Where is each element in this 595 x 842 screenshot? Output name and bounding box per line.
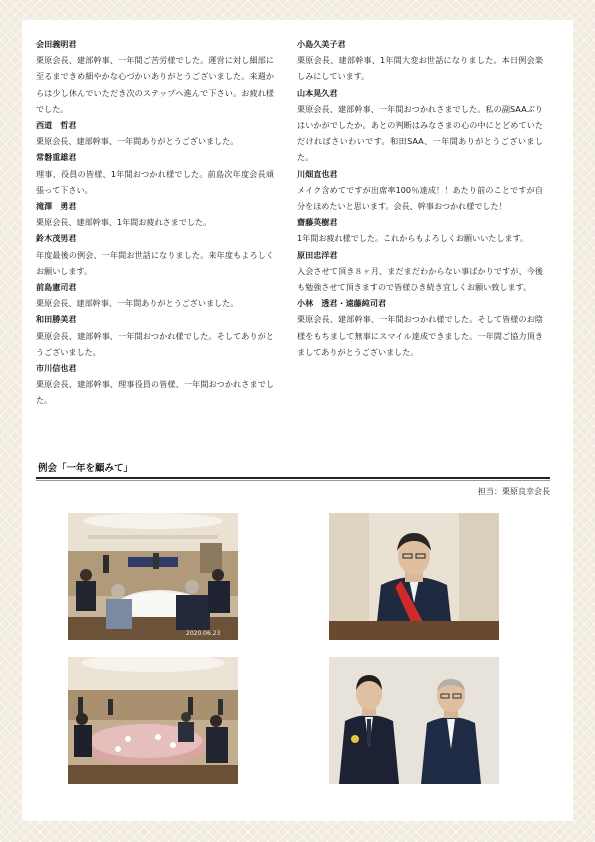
photo-speaker-podium bbox=[329, 513, 499, 640]
member-name: 小島久美子君 bbox=[297, 39, 346, 49]
smile-entry bbox=[297, 166, 543, 215]
smile-entry bbox=[297, 36, 543, 85]
smile-entry bbox=[297, 214, 543, 246]
smile-entry bbox=[36, 36, 274, 117]
smile-entry bbox=[36, 198, 274, 230]
member-name: 滝澤 勇君 bbox=[36, 201, 77, 212]
member-name: 常磐重雄君 bbox=[36, 152, 77, 163]
member-message: 栗原会長、建部幹事、一年間ありがとうございました。 bbox=[36, 298, 239, 309]
member-name: 会田義明君 bbox=[36, 39, 77, 49]
member-name: 鈴木茂男君 bbox=[36, 233, 77, 244]
smile-entry bbox=[297, 85, 543, 166]
member-message: 入会させて頂き８ヶ月、まだまだわからない事ばかりですが、今後も勉強させて頂きますので皆様ひき続き宜しくお願い致します。 bbox=[297, 265, 543, 293]
member-message: 栗原会長、建部幹事、一年間おつかれ様でした。そして皆様のお陰様をもちまして無事にスマイル達成できました。一年間ご協力頂きましてありがとうございました。 bbox=[297, 314, 543, 357]
member-message: 理事、役員の皆様、1年間おつかれ様でした。前島次年度会長頑張って下さい。 bbox=[36, 168, 274, 195]
member-name: 前島憲司君 bbox=[36, 282, 77, 293]
smile-entry bbox=[36, 149, 274, 198]
member-name: 齋藤英樹君 bbox=[297, 217, 338, 228]
photo-timestamp: 2020.06.23 bbox=[186, 630, 221, 637]
member-message: 年度最後の例会、一年間お世話になりました。来年度もよろしくお願いします。 bbox=[36, 249, 274, 276]
section-divider-thin bbox=[36, 480, 550, 481]
member-name: 市川信也君 bbox=[36, 363, 77, 374]
member-message: 栗原会長、建部幹事、一年間おつかれ様でした。そしてありがとうございました。 bbox=[36, 330, 274, 357]
member-message: 栗原会長、建部幹事、一年間おつかれさまでした。私の副SAAぶりはいかがでしたか。あとの判断はみなさまの心の中にとどめていただければさいわいです。和田SAA、一年間ありがとうございました。 bbox=[297, 103, 543, 163]
section-byline: 担当：栗原良幸会長 bbox=[478, 487, 550, 496]
smile-entry bbox=[36, 360, 274, 409]
smile-entry bbox=[36, 279, 274, 311]
member-message: 栗原会長、建部幹事、一年間ありがとうございました。 bbox=[36, 136, 239, 147]
member-name: 山本晃久君 bbox=[297, 87, 338, 98]
member-message: メイク含めてですが出席率100％達成！！あたり前のことですが自分をほめたいと思います。会長、幹事おつかれ様でした！ bbox=[297, 184, 543, 212]
member-name: 和田勝美君 bbox=[36, 314, 77, 325]
photo-banquet-hall bbox=[68, 513, 238, 640]
smile-box-column-left bbox=[36, 36, 274, 409]
section-divider bbox=[36, 477, 550, 479]
newsletter-page bbox=[22, 20, 573, 821]
member-name: 小林 透君・遠藤純司君 bbox=[297, 298, 387, 309]
section-title: 例会「一年を顧みて」 bbox=[38, 463, 134, 474]
member-name: 川畑直也君 bbox=[297, 168, 338, 179]
smile-entry bbox=[36, 230, 274, 279]
smile-box-column-right bbox=[297, 36, 543, 360]
smile-entry bbox=[297, 295, 543, 360]
smile-entry bbox=[297, 247, 543, 296]
photo-two-members bbox=[329, 657, 499, 784]
member-message: 栗原会長、建部幹事、理事役員の皆様、一年間おつかれさまでした。 bbox=[36, 379, 274, 406]
member-name: 西道 哲君 bbox=[36, 120, 77, 131]
member-message: 栗原会長、建部幹事、1年間大変お世話になりました。本日例会楽しみにしています。 bbox=[297, 55, 543, 82]
smile-entry bbox=[36, 311, 274, 360]
member-name: 原田忠洋君 bbox=[297, 249, 338, 260]
smile-entry bbox=[36, 117, 274, 149]
member-message: 1年間お疲れ様でした。これからもよろしくお願いいたします。 bbox=[297, 233, 529, 244]
member-message: 栗原会長、建部幹事、一年間ご苦労様でした。運営に対し細部に至るまできめ細やかな心づかいありがとうございました。来週からは少し休んでいただき次のステップへ進んで下さい。お疲れ様でした。 bbox=[36, 55, 274, 114]
member-message: 栗原会長、建部幹事、1年間お疲れさまでした。 bbox=[36, 217, 212, 228]
photo-round-tables bbox=[68, 657, 238, 784]
